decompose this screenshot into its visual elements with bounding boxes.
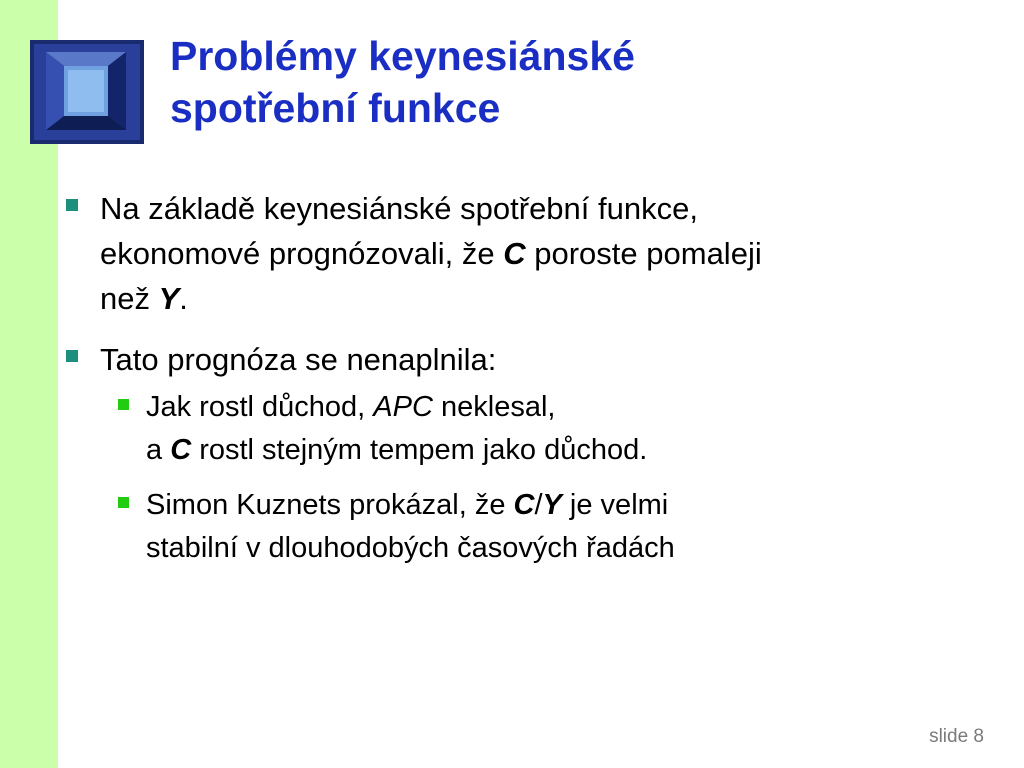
subbullet-item	[60, 386, 990, 472]
bullet-text: poroste pomaleji	[525, 236, 762, 271]
income-symbol: Y	[542, 489, 562, 521]
square-bullet-icon	[118, 399, 129, 410]
bullet-item	[60, 186, 990, 321]
income-symbol: Y	[158, 281, 180, 316]
square-bullet-icon	[66, 199, 78, 211]
slide-title	[170, 30, 990, 134]
consumption-symbol: C	[503, 236, 526, 271]
slide-content	[60, 186, 990, 582]
subbullet-line	[146, 429, 990, 472]
window-tunnel-logo	[30, 40, 144, 144]
subbullet-line: stabilní v dlouhodobých časových řadách	[146, 532, 675, 564]
consumption-symbol: C	[513, 489, 535, 521]
bullet-item	[60, 337, 990, 382]
title-line-1: Problémy keynesiánské	[170, 33, 635, 79]
bullet-text: .	[179, 281, 188, 316]
subbullet-line	[146, 484, 990, 527]
square-bullet-icon	[118, 497, 129, 508]
bullet-line	[100, 231, 990, 276]
subbullet-line	[146, 386, 990, 429]
bullet-text: je velmi	[561, 489, 669, 521]
bullet-line: Tato prognóza se nenaplnila:	[100, 342, 497, 377]
bullet-text: neklesal,	[432, 391, 556, 423]
bullet-text: Simon Kuznets prokázal, že	[146, 489, 514, 521]
apc-symbol: APC	[373, 391, 433, 423]
bullet-line: Na základě keynesiánské spotřební funkce,	[100, 191, 698, 226]
consumption-symbol: C	[170, 434, 192, 466]
bullet-text: než	[100, 281, 159, 316]
bullet-text: a	[146, 434, 171, 466]
subbullet-item	[60, 484, 990, 570]
bullet-text: Jak rostl důchod,	[146, 391, 374, 423]
ratio-slash: /	[534, 489, 543, 521]
title-line-2: spotřební funkce	[170, 85, 501, 131]
slide-number: slide 8	[929, 726, 984, 747]
bullet-text: ekonomové prognózovali, že	[100, 236, 504, 271]
bullet-line	[100, 276, 990, 321]
square-bullet-icon	[66, 350, 78, 362]
bullet-text: rostl stejným tempem jako důchod.	[191, 434, 648, 466]
